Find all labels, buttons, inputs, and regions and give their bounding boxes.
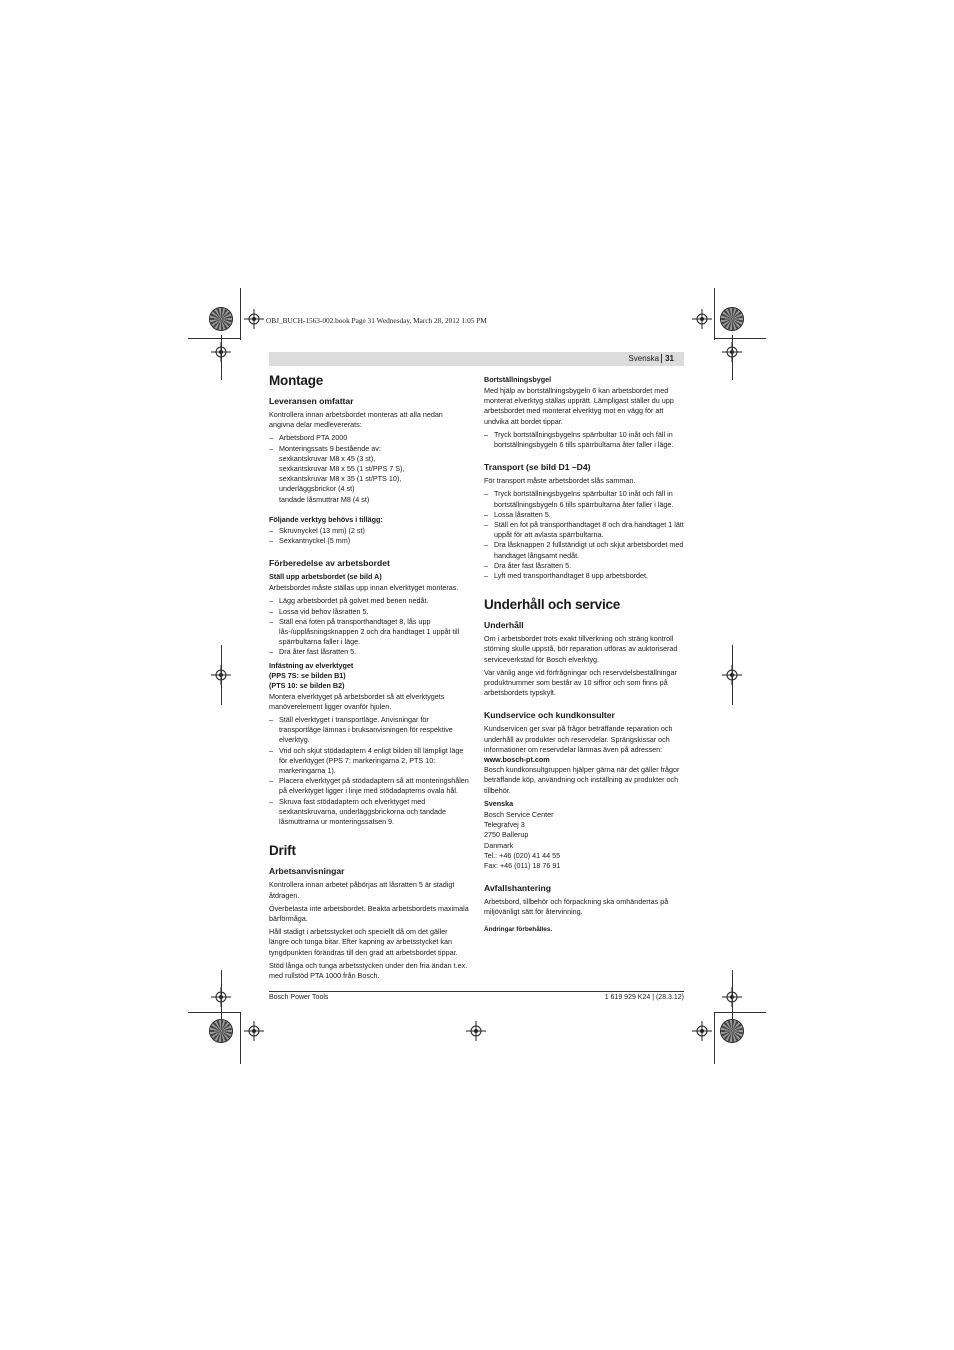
- list-item: – Lossa vid behov låsratten 5.: [269, 607, 469, 617]
- list-item: – Skruvnyckel (13 mm) (2 st): [269, 526, 469, 536]
- address-line: Telegrafvej 3: [484, 820, 525, 830]
- list-item: – Ställ en fot på transporthandtaget 8 och dra handtaget 1 lätt uppåt för att avlasta spärrbultarna.: [484, 520, 684, 540]
- color-target-icon: [210, 308, 232, 330]
- paragraph: Montera elverktyget på arbetsbordet så att elverktygets manöverelement ligger ovanför hjulen.: [269, 691, 445, 711]
- list-item: – Tryck bortställningsbygelns spärrbultar 10 inåt och fäll in bortställningsbygeln 6 tills spärrbultarna åter faller i läge.: [484, 489, 684, 509]
- list-item: – Dra åter fast låsratten 5.: [269, 647, 469, 657]
- crop-line: [221, 335, 222, 380]
- page-header: [269, 352, 684, 366]
- mounting-steps-list: [269, 715, 469, 827]
- footer-divider: [269, 991, 684, 992]
- language-label: Svenska: [628, 354, 660, 363]
- paragraph: Om i arbetsbordet trots exakt tillverkning och sträng kontroll störning skulle uppstå, bör reparation utföras av auktoriserad serviceverkstad för Bosch elverktyg.: [484, 634, 678, 664]
- subsection-title-arbetsanvisningar: Arbetsanvisningar: [269, 866, 345, 877]
- list-item: – Arbetsbord PTA 2000: [269, 433, 469, 443]
- section-title-montage: Montage: [269, 373, 324, 388]
- address-line: 2750 Ballerup: [484, 830, 529, 840]
- crop-line: [188, 1012, 240, 1013]
- address-line: Danmark: [484, 840, 514, 850]
- left-column: [269, 372, 469, 984]
- subsection-title-kundservice: Kundservice och kundkonsulter: [484, 710, 615, 721]
- setup-steps-list: [269, 596, 469, 657]
- paragraph: Kontrollera innan arbetsbordet monteras att alla nedan angivna delar medlevererats:: [269, 410, 443, 430]
- paragraph: För transport måste arbetsbordet slås samman.: [484, 476, 636, 486]
- list-item: – Monteringssats 9 bestående av: sexkantskruvar M8 x 45 (3 st), sexkantskruvar M8 x 55 (1 st/PPS 7 S), sexkantskruvar M8 x 35 (1 st/PTS 10), underläggsbrickor (4 st) tandade låsmuttrar M8 (4 st): [269, 444, 469, 505]
- subsection-title-bortstallningsbygel: Bortställningsbygel: [484, 375, 552, 384]
- footer-brand: Bosch Power Tools: [269, 994, 329, 1001]
- crop-line: [714, 338, 766, 339]
- color-target-icon: [210, 1020, 232, 1042]
- address-line: Tel.: +46 (020) 41 44 55: [484, 850, 561, 860]
- list-item: – Skruva fast stödadaptern och elverktyget med sexkantskruvarna, underläggsbrickorna och tandade låsmuttrarna ur monteringssatsen 9.: [269, 797, 469, 828]
- paragraph: Kundservicen ger svar på frågor beträffande reparation och underhåll av produkter och reservdelar. Sprängskissar och informationer om reservdelar lämnas även på adressen:: [484, 724, 673, 754]
- subsection-title-forberedelse: Förberedelse av arbetsbordet: [269, 558, 390, 569]
- subsection-title-stall-upp: Ställ upp arbetsbordet (se bild A): [269, 572, 382, 582]
- section-title-underhall-service: Underhåll och service: [484, 597, 621, 613]
- service-address: [484, 810, 684, 871]
- country-label: Svenska: [484, 798, 514, 808]
- list-item: – Ställ ena foten på transporthandtaget 8, lås upp lås-/upplåsningsknappen 2 och dra handtaget 1 uppåt till spärrbultarna faller i läge.: [269, 617, 469, 648]
- list-item: – Ställ elverktyget i transportläge. Anvisningar för transportläge lämnas i bruksanvisningen för respektive elverktyg.: [269, 715, 469, 746]
- list-sub-line: sexkantskruvar M8 x 35 (1 st/PTS 10),: [279, 474, 402, 484]
- address-line: Bosch Service Center: [484, 809, 554, 819]
- paragraph: Med hjälp av bortställningsbygeln 6 kan arbetsbordet med monterat elverktyg ställas upprätt. Lämpligast ställer du upp arbetsbordet med monterat elverktyg mot en vägg för att undvika att bordet tippar.: [484, 386, 674, 426]
- paragraph: Bosch kundkonsultgruppen hjälper gärna när det gäller frågor beträffande köp, användning och inställning av produkter och tillbehör.: [484, 765, 680, 795]
- crop-line: [714, 1012, 766, 1013]
- registration-mark-icon: [692, 309, 712, 329]
- list-sub-line: tandade låsmuttrar M8 (4 st): [279, 494, 370, 504]
- list-sub-line: underläggsbrickor (4 st): [279, 484, 355, 494]
- paragraph: Överbelasta inte arbetsbordet. Beakta arbetsbordets maximala bärförmåga.: [269, 903, 469, 923]
- crop-line: [732, 970, 733, 1020]
- page-header-label: [628, 353, 674, 365]
- crop-line: [732, 645, 733, 705]
- crop-line: [240, 288, 241, 340]
- service-url-link[interactable]: www.bosch-pt.com: [484, 755, 550, 765]
- list-sub-line: sexkantskruvar M8 x 55 (1 st/PPS 7 S),: [279, 464, 405, 474]
- color-target-icon: [721, 1020, 743, 1042]
- crop-line: [714, 1012, 715, 1064]
- paragraph: Var vänlig ange vid förfrågningar och reservdelsbeställningar produktnummer som består av 10 siffror och som finns på arbetsbordets typskylt.: [484, 667, 677, 698]
- registration-mark-icon: [244, 1021, 264, 1041]
- list-item: – Placera elverktyget på stödadaptern så att monteringshålen på elverktyget ligger i linje med stödadapterns ovala hål.: [269, 776, 469, 796]
- page-number: 31: [661, 354, 674, 363]
- print-info-line: OBJ_BUCH-1563-002.book Page 31 Wednesday, March 28, 2012 1:05 PM: [266, 316, 487, 325]
- list-item: – Dra låsknappen 2 fullständigt ut och skjut arbetsbordet med handtaget långsamt nedåt.: [484, 540, 684, 560]
- subsection-title-avfallshantering: Avfallshantering: [484, 883, 552, 894]
- color-target-icon: [721, 308, 743, 330]
- crop-line: [714, 288, 715, 340]
- paragraph: Arbetsbordet måste ställas upp innan elverktyget monteras.: [269, 583, 459, 593]
- delivery-list: [269, 433, 469, 504]
- subsection-title-infastning: Infästning av elverktyget (PPS 7S: se bilden B1) (PTS 10: se bilden B2): [269, 660, 354, 690]
- crop-line: [188, 338, 240, 339]
- section-title-drift: Drift: [269, 843, 296, 859]
- list-item: – Dra åter fast låsratten 5.: [484, 561, 684, 571]
- list-item: – Lyft med transporthandtaget 8 upp arbetsbordet.: [484, 571, 684, 581]
- registration-mark-icon: [244, 309, 264, 329]
- registration-mark-icon: [692, 1021, 712, 1041]
- paragraph: Kontrollera innan arbetet påbörjas att låsratten 5 är stadigt åtdragen.: [269, 880, 455, 900]
- list-item: – Tryck bortställningsbygelns spärrbultar 10 inåt och fäll in bortställningsbygeln 6 tills spärrbultarna åter faller i läge.: [484, 430, 684, 450]
- subsection-title-verktyg: Följande verktyg behövs i tillägg:: [269, 514, 383, 524]
- footer-doc-number: 1 619 929 K24 | (28.3.12): [604, 994, 684, 1001]
- crop-line: [240, 1012, 241, 1064]
- paragraph: Arbetsbord, tillbehör och förpackning ska omhändertas på miljövänligt sätt för återvinning.: [484, 897, 669, 917]
- subsection-title-transport: Transport (se bild D1 –D4): [484, 462, 591, 473]
- list-item: – Lossa låsratten 5.: [484, 510, 684, 520]
- paragraph: Stöd långa och tunga arbetsstycken under den fria ändan t.ex. med rullstöd PTA 1000 från Bosch.: [269, 960, 468, 980]
- registration-mark-icon: [466, 1021, 486, 1041]
- paragraph: Håll stadigt i arbetsstycket och speciellt då om det gäller längre och tunga bitar. Efter kapning av arbetsstycket kan tyngdpunkten förändras till den grad att arbetsbordet tippar.: [269, 927, 458, 957]
- stand-steps-list: [484, 430, 684, 450]
- tools-list: [269, 526, 469, 546]
- list-item: – Vrid och skjut stödadaptern 4 enligt bilden till lämpligt läge för elverktyget (PPS 7: markeringarna 2, PTS 10: markeringarna 1).: [269, 746, 469, 777]
- crop-line: [221, 970, 222, 1020]
- right-column: [484, 372, 684, 935]
- crop-line: [221, 645, 222, 705]
- crop-line: [732, 335, 733, 380]
- address-line: Fax: +46 (011) 18 76 91: [484, 860, 561, 870]
- subsection-title-underhall: Underhåll: [484, 620, 524, 631]
- subsection-title-leveransen: Leveransen omfattar: [269, 396, 354, 406]
- list-item: – Sexkantnyckel (5 mm): [269, 536, 469, 546]
- list-sub-line: sexkantskruvar M8 x 45 (3 st),: [279, 453, 376, 463]
- transport-steps-list: [484, 489, 684, 581]
- changes-reserved-note: Ändringar förbehålles.: [484, 925, 553, 933]
- list-item: – Lägg arbetsbordet på golvet med benen nedåt.: [269, 596, 469, 606]
